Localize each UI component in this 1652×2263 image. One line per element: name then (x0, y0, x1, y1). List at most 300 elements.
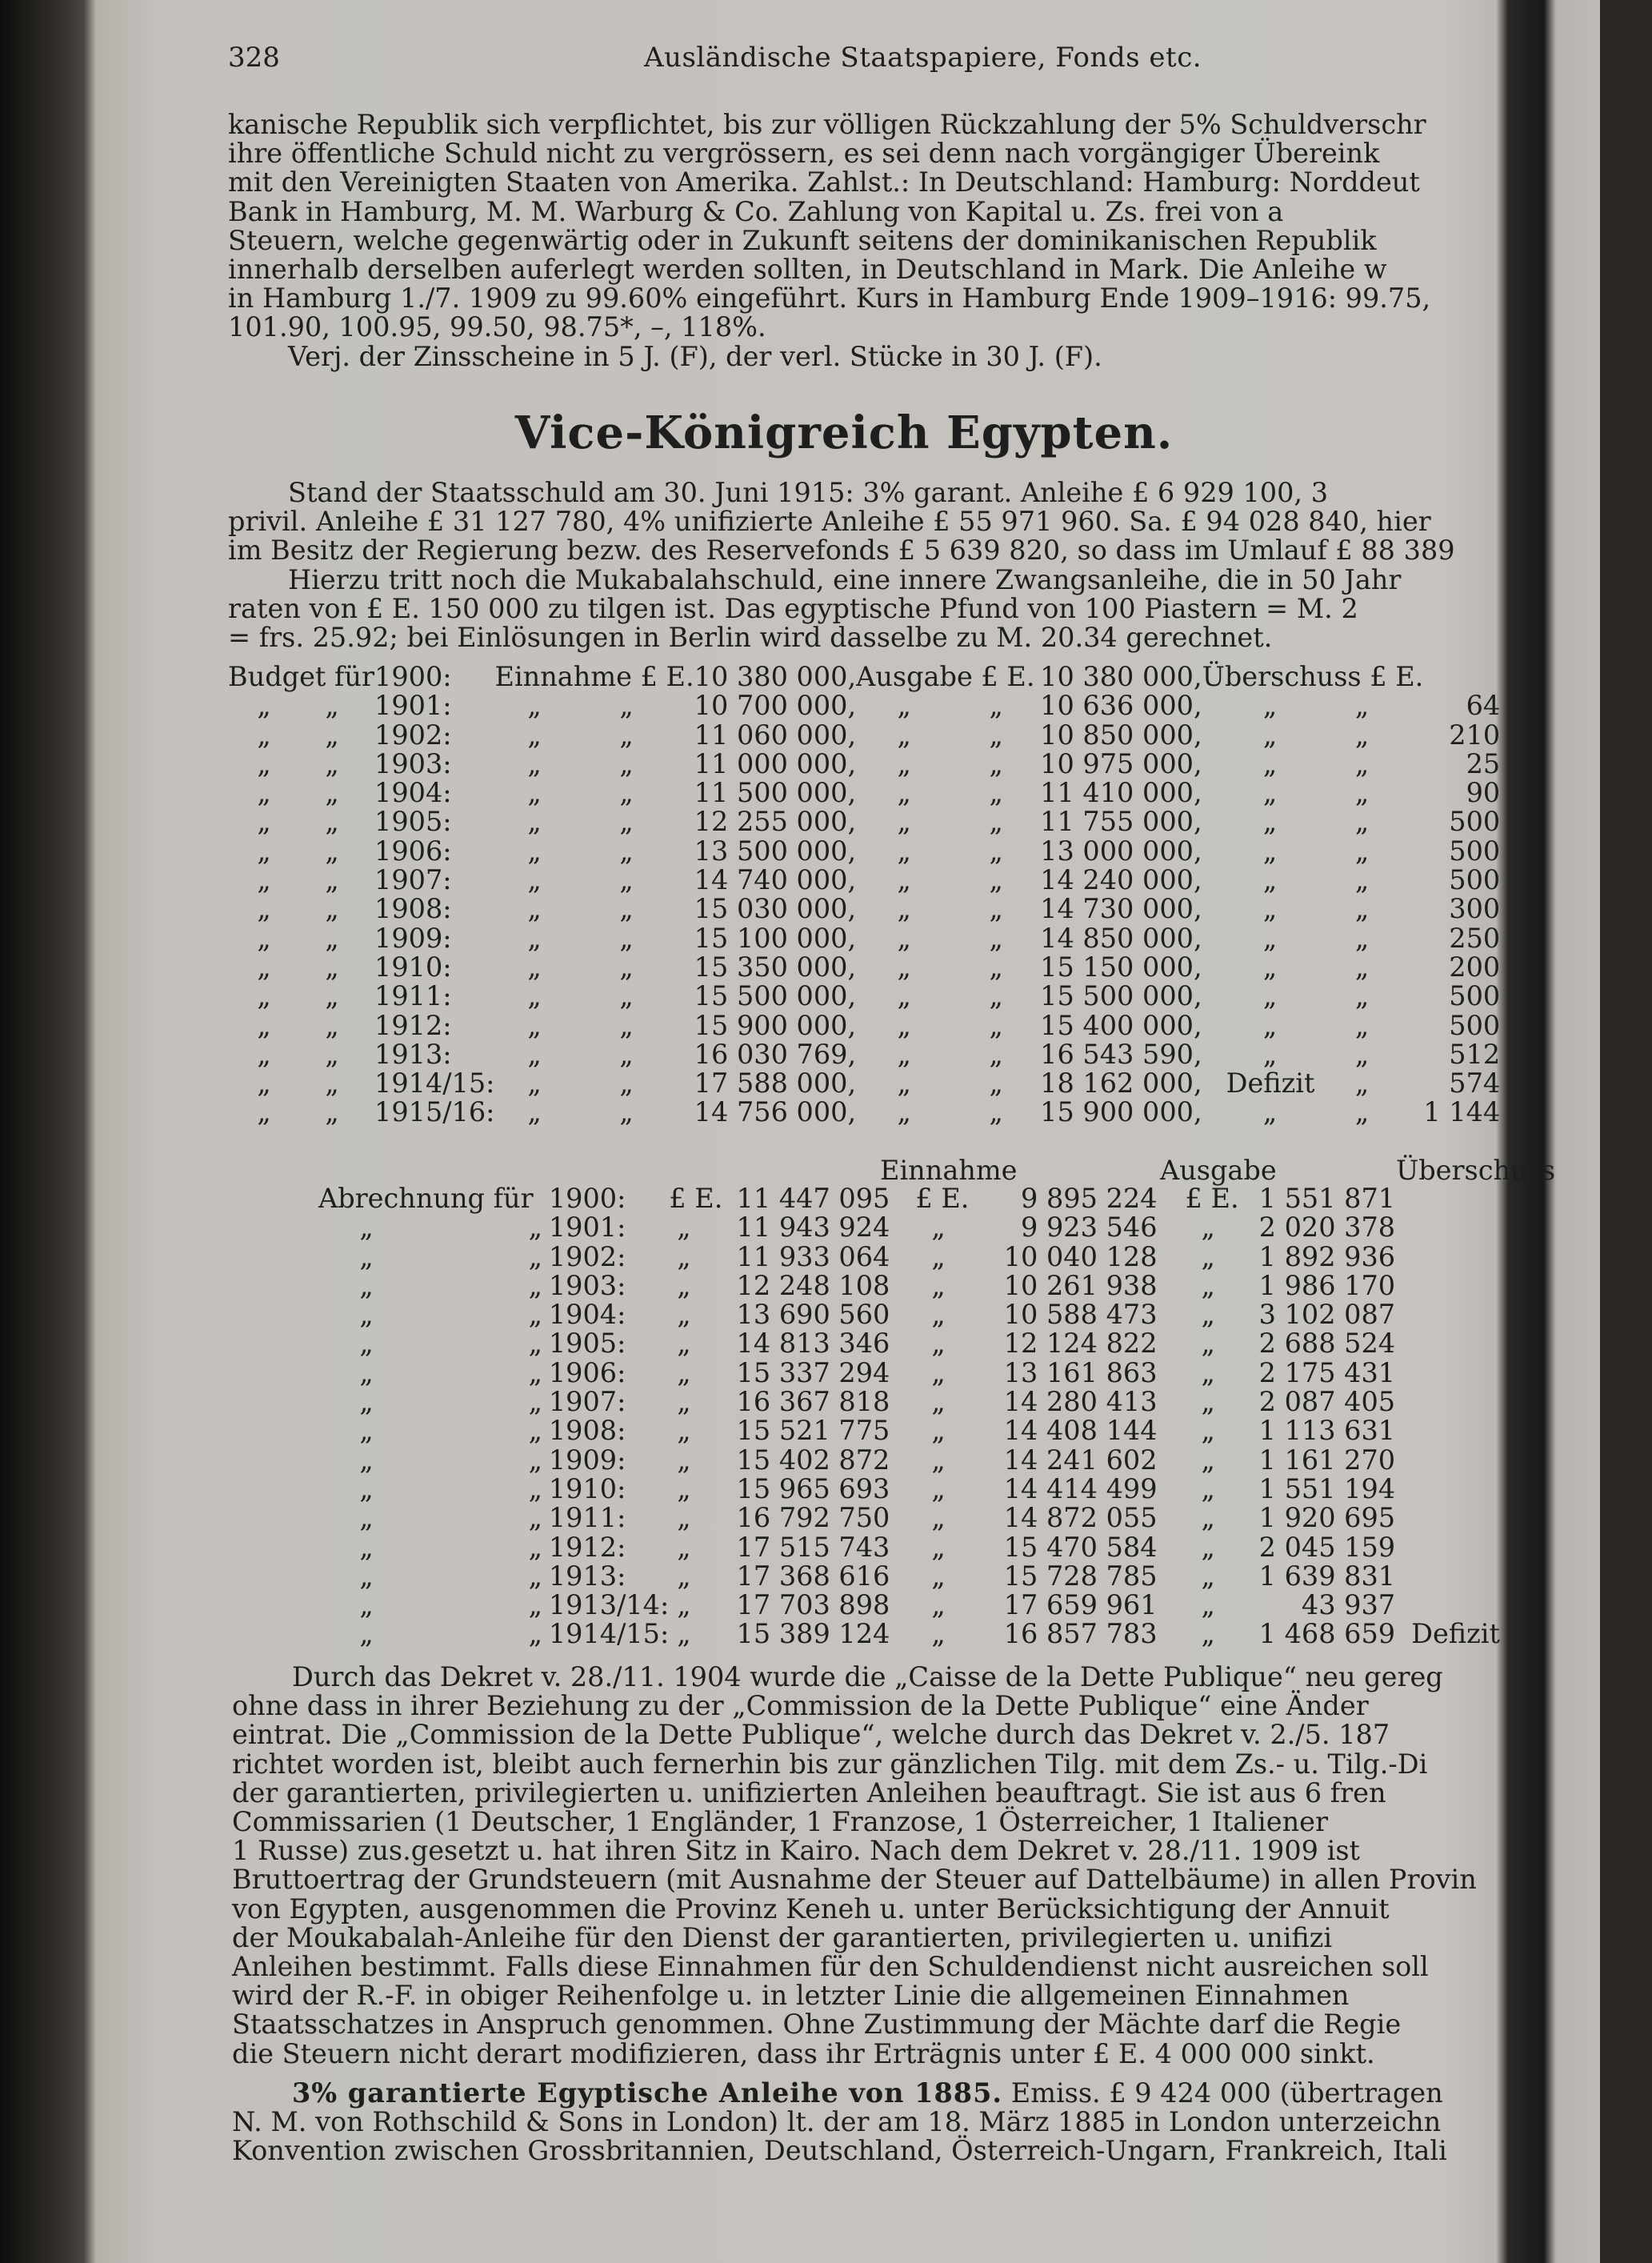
year: 1903: (548, 1269, 626, 1301)
year: 1904: (548, 1299, 626, 1331)
row-label: „ „ (359, 1240, 542, 1272)
row-label: „ „ (257, 835, 339, 867)
abrechnung-row (318, 1620, 1500, 1648)
ausgabe-currency: „ (931, 1386, 946, 1418)
anleihe-line1-rest: Emiss. £ 9 424 000 (übertragen (1010, 2077, 1443, 2109)
year: 1900: (374, 661, 452, 692)
section-title: Vice-Königreich Egypten. (514, 407, 1174, 459)
ueberschuss-currency: „ (1201, 1415, 1215, 1447)
ausgabe-value: 16 857 783 (1003, 1618, 1158, 1650)
row-label: Abrechnung für (318, 1183, 534, 1214)
einnahme-value: 15 500 000, (694, 980, 857, 1012)
text-line: Steuern, welche gegenwärtig oder in Zukunft seitens der dominikanischen Republik (228, 224, 1377, 256)
abrechnung-row (318, 1184, 1500, 1213)
year: 1908: (374, 893, 452, 925)
text-line: = frs. 25.92; bei Einlösungen in Berlin wird dasselbe zu M. 20.34 gerechnet. (228, 622, 1273, 654)
einnahme-value: 11 500 000, (694, 777, 857, 809)
year: 1914/15: (548, 1618, 670, 1650)
einnahme-value: 17 368 616 (736, 1560, 890, 1592)
ueberschuss-value: 2 020 378 (1258, 1212, 1396, 1244)
abrechnung-row (318, 1300, 1500, 1329)
text-line: Staatsschatzes in Anspruch genommen. Ohne Zustimmung der Mächte darf die Regie (232, 2009, 1402, 2041)
ueberschuss-label: „ „ (1262, 690, 1370, 722)
budget-row (228, 1098, 1500, 1127)
ausgabe-label: „ „ (897, 806, 1003, 838)
ueberschuss-value: 2 688 524 (1258, 1328, 1396, 1360)
einnahme-value: 15 337 294 (736, 1356, 890, 1388)
ueberschuss-currency: „ (1201, 1444, 1215, 1476)
ueberschuss-currency: „ (1201, 1531, 1215, 1563)
ueberschuss-value: 1 161 270 (1258, 1444, 1396, 1476)
ueberschuss-value: 574 (1449, 1067, 1501, 1099)
einnahme-value: 10 380 000, (694, 661, 857, 692)
einnahme-currency: „ (677, 1444, 691, 1476)
ueberschuss-label: „ „ (1262, 1009, 1370, 1041)
col-header-ueberschuss: Überschuss (1396, 1155, 1556, 1186)
defizit-note (1395, 1272, 1500, 1300)
einnahme-currency: „ (677, 1328, 691, 1360)
ausgabe-currency: „ (931, 1328, 946, 1360)
year: 1907: (548, 1386, 626, 1418)
ueberschuss-value: 2 087 405 (1258, 1386, 1396, 1418)
ausgabe-label: „ „ (897, 893, 1003, 925)
page-number: 328 (228, 42, 280, 74)
ueberschuss-value: 500 (1449, 806, 1501, 838)
ueberschuss-label: „ „ (1262, 922, 1370, 954)
year: 1911: (374, 980, 452, 1012)
einnahme-label: „ „ (527, 835, 634, 867)
text-line: mit den Vereinigten Staaten von Amerika. Zahlst.: In Deutschland: Hamburg: Norddeut (228, 166, 1420, 198)
einnahme-value: 15 900 000, (694, 1009, 857, 1041)
year: 1907: (374, 864, 452, 896)
abrechnung-row (318, 1388, 1500, 1416)
debt-status-paragraph (228, 479, 1500, 652)
einnahme-value: 15 402 872 (736, 1444, 890, 1476)
einnahme-value: 16 030 769, (694, 1038, 857, 1070)
ausgabe-value: 13 161 863 (1003, 1356, 1158, 1388)
running-title: Ausländische Staatspapiere, Fonds etc. (644, 42, 1202, 74)
einnahme-currency: „ (677, 1531, 691, 1563)
defizit-note (1395, 1184, 1500, 1213)
budget-row (228, 691, 1500, 720)
year: 1909: (548, 1444, 626, 1476)
year: 1902: (374, 719, 452, 751)
ueberschuss-value: 512 (1449, 1038, 1501, 1070)
einnahme-label: „ „ (527, 719, 634, 751)
einnahme-label: „ „ (527, 1096, 634, 1128)
einnahme-value: 15 350 000, (694, 951, 857, 983)
einnahme-label: „ „ (527, 922, 634, 954)
ausgabe-label: „ „ (897, 777, 1003, 809)
ausgabe-currency: „ (931, 1299, 946, 1331)
ueberschuss-value (1423, 663, 1500, 691)
einnahme-label: „ „ (527, 690, 634, 722)
row-label: „ „ (359, 1444, 542, 1476)
ausgabe-label: „ „ (897, 1067, 1003, 1099)
text-line: eintrat. Die „Commission de la Dette Publique“, welche durch das Dekret v. 2./5. 187 (232, 1719, 1390, 1751)
year: 1911: (548, 1502, 626, 1534)
einnahme-value: 15 030 000, (694, 893, 857, 925)
einnahme-value: 17 515 743 (736, 1531, 890, 1563)
ueberschuss-value: 300 (1449, 893, 1501, 925)
ausgabe-currency: „ (931, 1560, 946, 1592)
ueberschuss-value: 1 551 871 (1258, 1183, 1396, 1214)
einnahme-value: 16 792 750 (736, 1502, 890, 1534)
ueberschuss-label: „ „ (1262, 806, 1370, 838)
row-label: „ „ (257, 922, 339, 954)
abrechnung-row (318, 1213, 1500, 1242)
abrechnung-row (318, 1359, 1500, 1388)
abrechnung-row (318, 1533, 1500, 1562)
defizit-note (1395, 1504, 1500, 1532)
ausgabe-value: 14 414 499 (1003, 1472, 1158, 1504)
ueberschuss-currency: „ (1201, 1328, 1215, 1360)
ausgabe-value: 10 261 938 (1003, 1269, 1158, 1301)
ueberschuss-currency: „ (1201, 1356, 1215, 1388)
anleihe-1885-paragraph (232, 2079, 1500, 2166)
einnahme-value: 14 756 000, (694, 1096, 857, 1128)
year: 1900: (548, 1183, 626, 1214)
col-header-einnahme: Einnahme (880, 1155, 1018, 1186)
text-line: Anleihen bestimmt. Falls diese Einnahmen für den Schuldendienst nicht ausreichen soll (232, 1951, 1429, 1983)
budget-row (228, 895, 1500, 923)
ueberschuss-value: 1 551 194 (1258, 1472, 1396, 1504)
ueberschuss-currency: „ (1201, 1618, 1215, 1650)
year: 1901: (548, 1212, 626, 1244)
ueberschuss-value: 1 144 (1423, 1096, 1501, 1128)
year: 1914/15: (374, 1067, 495, 1099)
text-line: in Hamburg 1./7. 1909 zu 99.60% eingeführt. Kurs in Hamburg Ende 1909–1916: 99.75, (228, 282, 1431, 314)
ausgabe-label: „ „ (897, 1038, 1003, 1070)
defizit-note (1395, 1446, 1500, 1475)
ausgabe-value: 10 850 000, (1040, 719, 1202, 751)
row-label: „ „ (257, 951, 339, 983)
row-label: „ „ (359, 1328, 542, 1360)
row-label: „ „ (359, 1356, 542, 1388)
abrechnung-row (318, 1416, 1500, 1445)
einnahme-currency: „ (677, 1589, 691, 1621)
budget-row (228, 866, 1500, 895)
row-label: „ „ (359, 1589, 542, 1621)
einnahme-value: 10 700 000, (694, 690, 857, 722)
ausgabe-value: 14 730 000, (1040, 893, 1202, 925)
year: 1913: (374, 1038, 452, 1070)
ausgabe-value: 10 588 473 (1003, 1299, 1158, 1331)
book-page (188, 0, 1556, 2263)
abrechnung-header (692, 1155, 1652, 1184)
ausgabe-value: 10 040 128 (1003, 1240, 1158, 1272)
budget-table-body (228, 663, 1500, 1127)
ueberschuss-currency: „ (1201, 1269, 1215, 1301)
year: 1903: (374, 747, 452, 779)
ausgabe-label: „ „ (897, 747, 1003, 779)
einnahme-label: „ „ (527, 951, 634, 983)
abrechnung-row (318, 1329, 1500, 1358)
text-line: Durch das Dekret v. 28./11. 1904 wurde die „Caisse de la Dette Publique“ neu gereg (292, 1661, 1443, 1692)
einnahme-currency: „ (677, 1269, 691, 1301)
abrechnung-row (318, 1504, 1500, 1532)
text-line (232, 2079, 1500, 2108)
ausgabe-value: 14 240 000, (1040, 864, 1202, 896)
einnahme-value: 15 389 124 (736, 1618, 890, 1650)
ausgabe-label: „ „ (897, 864, 1003, 896)
ausgabe-value: 14 850 000, (1040, 922, 1202, 954)
ueberschuss-value: 1 892 936 (1258, 1240, 1396, 1272)
ueberschuss-value: 500 (1449, 1009, 1501, 1041)
ausgabe-label: „ „ (897, 980, 1003, 1012)
einnahme-currency: „ (677, 1386, 691, 1418)
ausgabe-value: 15 728 785 (1003, 1560, 1158, 1592)
text-line: 101.90, 100.95, 99.50, 98.75*, –, 118%. (228, 311, 766, 343)
text-line: innerhalb derselben auferlegt werden sollten, in Deutschland in Mark. Die Anleihe w (228, 254, 1387, 286)
ausgabe-value: 17 659 961 (1003, 1589, 1158, 1621)
budget-row (228, 1011, 1500, 1040)
defizit-note (1395, 1388, 1500, 1416)
text-line: richtet worden ist, bleibt auch fernerhin bis zur gänzlichen Tilg. mit dem Zs.- u. Tilg.-Di (232, 1748, 1428, 1780)
row-label: „ „ (359, 1386, 542, 1418)
year: 1908: (548, 1415, 626, 1447)
budget-row (228, 721, 1500, 750)
defizit-note: Defizit (1411, 1618, 1500, 1650)
ausgabe-currency: „ (931, 1618, 946, 1650)
ueberschuss-value: 250 (1449, 922, 1501, 954)
ueberschuss-value: 500 (1449, 864, 1501, 896)
einnahme-value: 15 521 775 (736, 1415, 890, 1447)
einnahme-currency: £ E. (669, 1183, 723, 1214)
ausgabe-label: „ „ (897, 719, 1003, 751)
row-label: „ „ (359, 1618, 542, 1650)
defizit-note (1395, 1416, 1500, 1445)
ueberschuss-label: „ „ (1262, 719, 1370, 751)
einnahme-label: „ „ (527, 864, 634, 896)
row-label: „ „ (257, 1009, 339, 1041)
text-line: raten von £ E. 150 000 zu tilgen ist. Das egyptische Pfund von 100 Piastern = M. 2 (228, 592, 1358, 624)
ueberschuss-value: 1 639 831 (1258, 1560, 1396, 1592)
text-line: die Steuern nicht derart modifizieren, dass ihr Erträgnis unter £ E. 4 000 000 sinkt. (232, 2037, 1375, 2069)
budget-row (228, 953, 1500, 982)
ausgabe-label: „ „ (897, 690, 1003, 722)
row-label: Budget für (228, 661, 375, 692)
budget-row (228, 982, 1500, 1011)
abrechnung-row (318, 1243, 1500, 1272)
einnahme-value: 17 588 000, (694, 1067, 857, 1099)
text-line: ihre öffentliche Schuld nicht zu vergrössern, es sei denn nach vorgängiger Übereink (228, 138, 1380, 170)
ausgabe-currency: „ (931, 1415, 946, 1447)
year: 1906: (374, 835, 452, 867)
ueberschuss-value: 210 (1449, 719, 1501, 751)
row-label: „ „ (257, 806, 339, 838)
einnahme-label: Einnahme £ E. (494, 661, 694, 692)
ueberschuss-value: 1 468 659 (1258, 1618, 1396, 1650)
ueberschuss-currency: „ (1201, 1212, 1215, 1244)
defizit-note (1395, 1243, 1500, 1272)
row-label: „ „ (257, 1067, 339, 1099)
abrechnung-table (318, 1184, 1500, 1649)
year: 1905: (374, 806, 452, 838)
row-label: „ „ (359, 1472, 542, 1504)
text-line: Hierzu tritt noch die Mukabalahschuld, eine innere Zwangsanleihe, die in 50 Jahr (288, 563, 1402, 595)
einnahme-value: 15 100 000, (694, 922, 857, 954)
year: 1915/16: (374, 1096, 495, 1128)
ueberschuss-label: Überschuss £ E. (1202, 661, 1424, 692)
ueberschuss-value: 2 175 431 (1258, 1356, 1396, 1388)
einnahme-label: „ „ (527, 893, 634, 925)
ausgabe-value: 15 470 584 (1003, 1531, 1158, 1563)
row-label: „ „ (359, 1560, 542, 1592)
year: 1910: (374, 951, 452, 983)
row-label: „ „ (257, 1096, 339, 1128)
einnahme-currency: „ (677, 1618, 691, 1650)
row-label: „ „ (359, 1531, 542, 1563)
einnahme-value: 11 447 095 (736, 1183, 890, 1214)
ueberschuss-value: 3 102 087 (1258, 1299, 1396, 1331)
budget-row (228, 1069, 1500, 1098)
ausgabe-value: 9 895 224 (1021, 1183, 1158, 1214)
einnahme-value: 15 965 693 (736, 1472, 890, 1504)
ausgabe-currency: „ (931, 1269, 946, 1301)
ausgabe-currency: „ (931, 1472, 946, 1504)
einnahme-currency: „ (677, 1240, 691, 1272)
ueberschuss-value: 500 (1449, 980, 1501, 1012)
page-header (228, 42, 1500, 77)
text-line: 1 Russe) zus.gesetzt u. hat ihren Sitz in Kairo. Nach dem Dekret v. 28./11. 1909 ist (232, 1835, 1361, 1867)
einnahme-label: „ „ (527, 806, 634, 838)
ausgabe-currency: „ (931, 1356, 946, 1388)
einnahme-currency: „ (677, 1502, 691, 1534)
ueberschuss-currency: „ (1201, 1240, 1215, 1272)
ueberschuss-currency: £ E. (1185, 1183, 1239, 1214)
einnahme-label: „ „ (527, 747, 634, 779)
budget-row (228, 750, 1500, 779)
budget-row (228, 807, 1500, 836)
text-line: Stand der Staatsschuld am 30. Juni 1915: 3% garant. Anleihe £ 6 929 100, 3 (288, 477, 1329, 508)
ausgabe-value: 14 241 602 (1003, 1444, 1158, 1476)
row-label: „ „ (359, 1415, 542, 1447)
year: 1902: (548, 1240, 626, 1272)
ausgabe-value: 18 162 000, (1040, 1067, 1202, 1099)
ausgabe-currency: „ (931, 1240, 946, 1272)
budget-row (228, 837, 1500, 866)
row-label: „ „ (257, 893, 339, 925)
ueberschuss-currency: „ (1201, 1386, 1215, 1418)
ueberschuss-currency: „ (1201, 1589, 1215, 1621)
defizit-note (1395, 1533, 1500, 1562)
text-line: Bruttoertrag der Grundsteuern (mit Ausnahme der Steuer auf Dattelbäume) in allen Provin (232, 1864, 1477, 1896)
text-line: N. M. von Rothschild & Sons in London) lt. der am 18. März 1885 in London unterzeichn (232, 2106, 1442, 2138)
ausgabe-value: 16 543 590, (1040, 1038, 1202, 1070)
ausgabe-value: 15 900 000, (1040, 1096, 1202, 1128)
ueberschuss-label: Defizit „ (1226, 1067, 1370, 1099)
defizit-note (1395, 1300, 1500, 1329)
row-label: „ „ (359, 1299, 542, 1331)
defizit-note (1395, 1475, 1500, 1504)
text-line: Konvention zwischen Grossbritannien, Deutschland, Österreich-Ungarn, Frankreich, Itali (232, 2135, 1447, 2167)
ausgabe-currency: „ (931, 1589, 946, 1621)
ausgabe-currency: £ E. (915, 1183, 970, 1214)
einnahme-currency: „ (677, 1299, 691, 1331)
ausgabe-value: 11 410 000, (1040, 777, 1202, 809)
abrechnung-row (318, 1562, 1500, 1591)
einnahme-currency: „ (677, 1472, 691, 1504)
einnahme-value: 16 367 818 (736, 1386, 890, 1418)
ausgabe-value: 10 975 000, (1040, 747, 1202, 779)
ueberschuss-label: „ „ (1262, 1096, 1370, 1128)
row-label: „ „ (257, 1038, 339, 1070)
defizit-note (1395, 1213, 1500, 1242)
ueberschuss-currency: „ (1201, 1502, 1215, 1534)
einnahme-value: 12 248 108 (736, 1269, 890, 1301)
text-line: Commissarien (1 Deutscher, 1 Engländer, 1 Franzose, 1 Österreicher, 1 Italiener (232, 1806, 1328, 1838)
year: 1901: (374, 690, 452, 722)
einnahme-label: „ „ (527, 777, 634, 809)
einnahme-label: „ „ (527, 980, 634, 1012)
ueberschuss-label: „ „ (1262, 864, 1370, 896)
ausgabe-value: 14 280 413 (1003, 1386, 1158, 1418)
ueberschuss-value: 500 (1449, 835, 1501, 867)
year: 1909: (374, 922, 452, 954)
abrechnung-row (318, 1591, 1500, 1620)
abrechnung-row (318, 1446, 1500, 1475)
text-line: wird der R.-F. in obiger Reihenfolge u. in letzter Linie die allgemeinen Einnahmen (232, 1980, 1350, 2012)
ausgabe-label: „ „ (897, 922, 1003, 954)
abrechnung-row (318, 1475, 1500, 1504)
ausgabe-currency: „ (931, 1444, 946, 1476)
ueberschuss-label: „ „ (1262, 893, 1370, 925)
ueberschuss-label: „ „ (1262, 835, 1370, 867)
budget-row (228, 663, 1500, 691)
text-line: der Moukabalah-Anleihe für den Dienst der garantierten, privilegierten u. unifizi (232, 1921, 1333, 1953)
text-line: von Egypten, ausgenommen die Provinz Keneh u. unter Berücksichtigung der Annuit (232, 1893, 1390, 1925)
ausgabe-value: 13 000 000, (1040, 835, 1202, 867)
ausgabe-value: 10 380 000, (1040, 661, 1202, 692)
einnahme-value: 13 500 000, (694, 835, 857, 867)
ueberschuss-label: „ „ (1262, 1038, 1370, 1070)
ueberschuss-currency: „ (1201, 1560, 1215, 1592)
ueberschuss-value: 1 113 631 (1258, 1415, 1396, 1447)
einnahme-value: 11 060 000, (694, 719, 857, 751)
ausgabe-label: Ausgabe £ E. (856, 661, 1035, 692)
einnahme-currency: „ (677, 1560, 691, 1592)
abrechnung-table-body (318, 1184, 1500, 1649)
ueberschuss-label: „ „ (1262, 777, 1370, 809)
row-label: „ „ (257, 864, 339, 896)
ausgabe-value: 15 150 000, (1040, 951, 1202, 983)
row-label: „ „ (257, 719, 339, 751)
ausgabe-value: 10 636 000, (1040, 690, 1202, 722)
ueberschuss-value: 64 (1466, 690, 1501, 722)
ausgabe-currency: „ (931, 1502, 946, 1534)
row-label: „ „ (359, 1502, 542, 1534)
einnahme-value: 11 933 064 (736, 1240, 890, 1272)
year: 1910: (548, 1472, 626, 1504)
text-line: Bank in Hamburg, M. M. Warburg & Co. Zahlung von Kapital u. Zs. frei von a (228, 195, 1284, 227)
ueberschuss-value: 1 920 695 (1258, 1502, 1396, 1534)
year: 1904: (374, 777, 452, 809)
ueberschuss-currency: „ (1201, 1472, 1215, 1504)
einnahme-label: „ „ (527, 1038, 634, 1070)
text-line: ohne dass in ihrer Beziehung zu der „Commission de la Dette Publique“ eine Änder (232, 1690, 1369, 1722)
year: 1912: (374, 1009, 452, 1041)
year: 1913: (548, 1560, 626, 1592)
anleihe-heading: 3% garantierte Egyptische Anleihe von 1885. (292, 2077, 1003, 2109)
ausgabe-value: 14 408 144 (1003, 1415, 1158, 1447)
einnahme-value: 14 813 346 (736, 1328, 890, 1360)
ueberschuss-value: 90 (1466, 777, 1501, 809)
einnahme-value: 11 000 000, (694, 747, 857, 779)
ueberschuss-currency: „ (1201, 1299, 1215, 1331)
ueberschuss-label: „ „ (1262, 747, 1370, 779)
ausgabe-value: 11 755 000, (1040, 806, 1202, 838)
